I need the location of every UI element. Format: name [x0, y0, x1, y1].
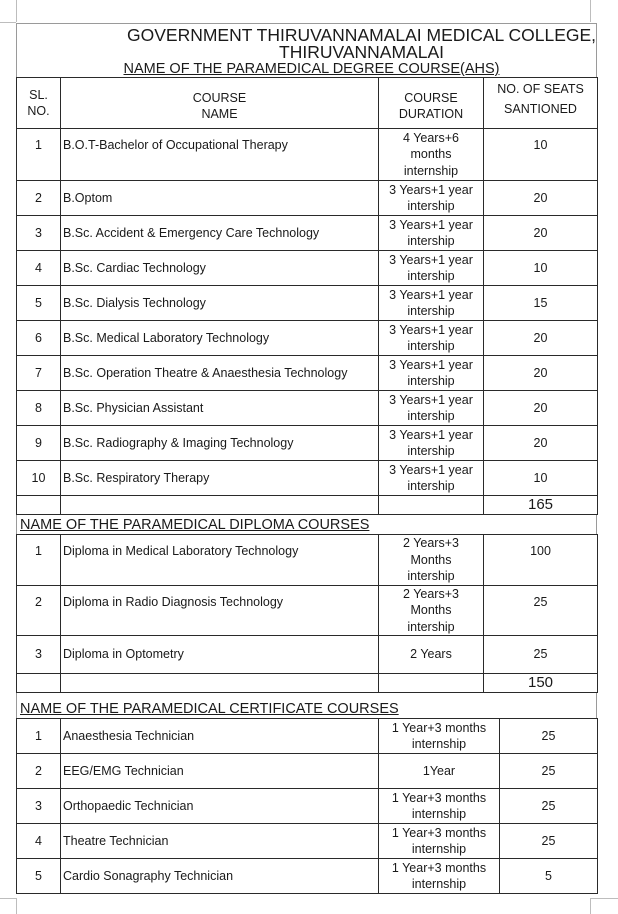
diploma-total-row — [17, 674, 598, 693]
seats-sanctioned: 10 — [484, 461, 598, 496]
duration-line: 2 Years — [410, 647, 452, 662]
degree-courses-table — [16, 77, 598, 515]
crop-mark-top-left — [16, 0, 17, 22]
course-duration — [379, 216, 484, 251]
course-duration — [379, 181, 484, 216]
crop-mark-bottom-right-h — [590, 898, 618, 899]
serial-number: 3 — [17, 636, 61, 674]
duration-line: 3 Years+1 year — [389, 392, 473, 407]
diploma-rows — [17, 535, 598, 674]
duration-line: 1 Year+3 months — [391, 860, 487, 875]
course-name: B.Sc. Dialysis Technology — [61, 286, 379, 321]
seats-sanctioned: 25 — [484, 585, 598, 636]
degree-rows — [17, 129, 598, 496]
seats-sanctioned: 25 — [500, 824, 598, 859]
serial-number: 5 — [17, 859, 61, 894]
duration-line: 3 Years+1 year — [389, 462, 473, 477]
course-duration — [379, 321, 484, 356]
duration-line: 1 Year+3 months — [391, 720, 487, 735]
course-duration — [379, 859, 500, 894]
duration-line: intership — [407, 569, 455, 583]
header-course-name: COURSE NAME — [61, 78, 379, 129]
table-header-row — [17, 78, 598, 129]
course-duration — [379, 461, 484, 496]
seats-sanctioned: 20 — [484, 426, 598, 461]
course-name: B.Sc. Radiography & Imaging Technology — [61, 426, 379, 461]
certificate-course-row — [17, 719, 598, 754]
duration-line: internship — [411, 877, 467, 891]
serial-number: 1 — [17, 129, 61, 181]
course-duration — [379, 391, 484, 426]
duration-line: 4 Years+6 — [403, 130, 459, 145]
duration-line: Months — [410, 603, 452, 617]
serial-number: 2 — [17, 585, 61, 636]
course-name: Anaesthesia Technician — [61, 719, 379, 754]
seats-sanctioned: 10 — [484, 129, 598, 181]
course-name: Diploma in Radio Diagnosis Technology — [61, 585, 379, 636]
seats-sanctioned: 20 — [484, 321, 598, 356]
serial-number: 3 — [17, 789, 61, 824]
certificate-course-row — [17, 824, 598, 859]
duration-line: 1Year — [422, 763, 456, 778]
course-name: B.Sc. Respiratory Therapy — [61, 461, 379, 496]
crop-mark-bottom-left — [16, 898, 17, 914]
seats-sanctioned: 25 — [500, 789, 598, 824]
degree-course-row — [17, 251, 598, 286]
duration-line: intership — [407, 339, 455, 353]
seats-sanctioned: 25 — [500, 754, 598, 789]
seats-sanctioned: 25 — [500, 719, 598, 754]
course-name: B.Sc. Physician Assistant — [61, 391, 379, 426]
course-name: Orthopaedic Technician — [61, 789, 379, 824]
duration-line: 3 Years+1 year — [389, 427, 473, 442]
seats-sanctioned: 5 — [500, 859, 598, 894]
course-duration — [379, 789, 500, 824]
document-header — [16, 23, 597, 77]
course-duration — [379, 585, 484, 636]
diploma-course-row — [17, 636, 598, 674]
serial-number: 6 — [17, 321, 61, 356]
college-title-line2: THIRUVANNAMALAI — [279, 42, 444, 62]
course-name: EEG/EMG Technician — [61, 754, 379, 789]
seats-sanctioned: 10 — [484, 251, 598, 286]
degree-course-row — [17, 286, 598, 321]
course-name: B.Sc. Medical Laboratory Technology — [61, 321, 379, 356]
duration-line: 3 Years+1 year — [389, 217, 473, 232]
degree-total-row — [17, 496, 598, 515]
diploma-course-row — [17, 585, 598, 636]
diploma-section-heading: NAME OF THE PARAMEDICAL DIPLOMA COURSES — [16, 515, 597, 534]
diploma-course-row — [17, 535, 598, 586]
course-duration — [379, 636, 484, 674]
degree-course-row — [17, 356, 598, 391]
certificate-rows — [17, 719, 598, 894]
duration-line: internship — [411, 807, 467, 821]
certificate-courses-table — [16, 718, 598, 894]
course-duration — [379, 129, 484, 181]
document — [16, 23, 597, 894]
duration-line: Months — [410, 552, 452, 567]
degree-course-row — [17, 426, 598, 461]
duration-line: intership — [407, 619, 455, 634]
course-duration — [379, 754, 500, 789]
seats-sanctioned: 20 — [484, 181, 598, 216]
course-name: Theatre Technician — [61, 824, 379, 859]
course-name: B.Sc. Operation Theatre & Anaesthesia Technology — [61, 356, 379, 391]
diploma-total-seats: 150 — [484, 674, 598, 693]
course-duration — [379, 719, 500, 754]
duration-line: intership — [407, 374, 455, 388]
duration-line: 2 Years+3 — [403, 536, 459, 550]
duration-line: 3 Years+1 year — [389, 287, 473, 302]
seats-sanctioned: 20 — [484, 391, 598, 426]
crop-mark-top-left-h — [0, 22, 16, 23]
degree-course-row — [17, 181, 598, 216]
college-title — [17, 24, 596, 61]
header-seats-sanctioned: NO. OF SEATS SANTIONED — [484, 78, 598, 129]
duration-line: intership — [407, 444, 455, 458]
course-name: B.Sc. Cardiac Technology — [61, 251, 379, 286]
course-name: Diploma in Medical Laboratory Technology — [61, 535, 379, 586]
duration-line: 3 Years+1 year — [389, 322, 473, 337]
course-duration — [379, 286, 484, 321]
crop-mark-bottom-right — [590, 898, 591, 914]
certificate-section-heading: NAME OF THE PARAMEDICAL CERTIFICATE COURSES — [16, 693, 597, 718]
crop-mark-top-right — [590, 0, 591, 22]
duration-line: 1 Year+3 months — [391, 825, 487, 840]
degree-course-row — [17, 216, 598, 251]
duration-line: intership — [407, 479, 455, 493]
course-name: Cardio Sonagraphy Technician — [61, 859, 379, 894]
degree-course-row — [17, 391, 598, 426]
header-sl-no: SL. NO. — [17, 78, 61, 129]
duration-line: internship — [403, 163, 459, 178]
serial-number: 7 — [17, 356, 61, 391]
duration-line: intership — [407, 409, 455, 423]
course-name: Diploma in Optometry — [61, 636, 379, 674]
duration-line: 3 Years+1 year — [389, 357, 473, 372]
seats-sanctioned: 25 — [484, 636, 598, 674]
serial-number: 4 — [17, 251, 61, 286]
degree-total-seats: 165 — [484, 496, 598, 515]
diploma-courses-table — [16, 534, 598, 693]
course-duration — [379, 251, 484, 286]
duration-line: internship — [411, 842, 467, 856]
college-title-line1: GOVERNMENT THIRUVANNAMALAI MEDICAL COLLEGE, — [127, 25, 597, 45]
certificate-course-row — [17, 789, 598, 824]
serial-number: 1 — [17, 535, 61, 586]
serial-number: 5 — [17, 286, 61, 321]
degree-section-heading: NAME OF THE PARAMEDICAL DEGREE COURSE(AHS) — [123, 61, 500, 77]
course-duration — [379, 535, 484, 586]
duration-line: intership — [407, 269, 455, 283]
duration-line: 1 Year+3 months — [391, 790, 487, 805]
duration-line: intership — [407, 304, 455, 318]
duration-line: intership — [407, 234, 455, 248]
serial-number: 3 — [17, 216, 61, 251]
crop-mark-bottom-left-h — [0, 898, 16, 899]
degree-course-row — [17, 461, 598, 496]
degree-course-row — [17, 129, 598, 181]
course-duration — [379, 356, 484, 391]
course-duration — [379, 426, 484, 461]
duration-line: 2 Years+3 — [403, 586, 459, 601]
seats-sanctioned: 15 — [484, 286, 598, 321]
course-name: B.Optom — [61, 181, 379, 216]
serial-number: 8 — [17, 391, 61, 426]
serial-number: 10 — [17, 461, 61, 496]
serial-number: 2 — [17, 754, 61, 789]
serial-number: 9 — [17, 426, 61, 461]
header-course-duration: COURSE DURATION — [379, 78, 484, 129]
seats-sanctioned: 100 — [484, 535, 598, 586]
duration-line: intership — [407, 199, 455, 213]
duration-line: 3 Years+1 year — [389, 252, 473, 267]
course-duration — [379, 824, 500, 859]
duration-line: 3 Years+1 year — [389, 182, 473, 197]
certificate-course-row — [17, 859, 598, 894]
certificate-course-row — [17, 754, 598, 789]
course-name: B.O.T-Bachelor of Occupational Therapy — [61, 129, 379, 181]
serial-number: 4 — [17, 824, 61, 859]
duration-line: months — [410, 147, 452, 162]
serial-number: 2 — [17, 181, 61, 216]
seats-sanctioned: 20 — [484, 356, 598, 391]
seats-sanctioned: 20 — [484, 216, 598, 251]
serial-number: 1 — [17, 719, 61, 754]
degree-course-row — [17, 321, 598, 356]
course-name: B.Sc. Accident & Emergency Care Technology — [61, 216, 379, 251]
duration-line: internship — [411, 737, 467, 751]
